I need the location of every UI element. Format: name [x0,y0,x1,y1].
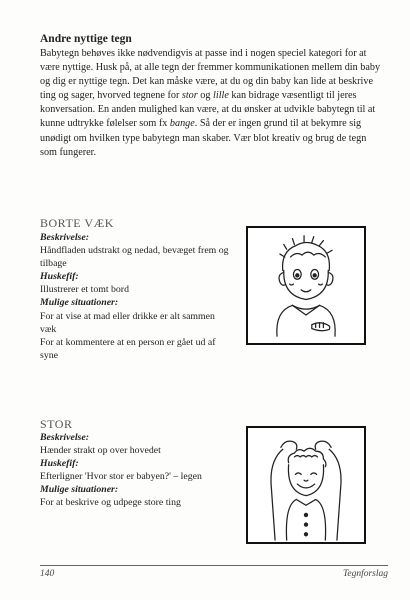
child-arms-up-sketch-icon [248,428,364,542]
borte-vaek-illustration [246,226,366,345]
stor-illustration [246,426,366,544]
situationer-text-1: For at vise at mad eller drikke er alt sammen væk [40,310,215,335]
huskefif-label: Huskefif: [40,271,79,283]
beskrivelse-label: Beskrivelse: [40,432,89,443]
sign-description-borte-vaek [40,231,230,362]
situationer-label: Mulige situationer: [40,484,119,496]
intro-paragraph: Babytegn behøves ikke nødvendigvis at passe ind i nogen speciel kategori for at være nyttige. Husk på, at alle tegn der fremmer kommunikationen mellem din baby og dig er nyttige tegn. Det kan måske være, at du og din baby kan lide at beskrive ting og sager, hvorved tegnene for stor og lille kan bidrage væsentligt til jeres konversation. En anden mulighed kan være, at du ønsker at udvikle babytegn til at kunne udtrykke følelser som fx bange. Så der er ingen grund til at bekymre sig unødigt om hvilken type babytegn man skaber. Vær blot kreativ og brug de tegn som fungerer. [40,48,381,158]
sign-title-stor: STOR [40,417,73,431]
sign-title-borte-vaek: BORTE VÆK [40,216,114,230]
footer-rule [40,565,388,566]
huskefif-text: Efterligner 'Hvor stor er babyen?' – legen [40,471,202,483]
situationer-text-1: For at beskrive og udpege store ting [40,497,181,509]
situationer-label: Mulige situationer: [40,297,119,309]
section-heading: Andre nyttige tegn [40,33,132,45]
child-sketch-icon [248,228,364,343]
page-number: 140 [40,569,55,579]
huskefif-text: Illustrerer et tomt bord [40,284,129,296]
huskefif-label: Huskefif: [40,458,79,470]
sign-description-stor [40,431,230,510]
beskrivelse-text: Hænder strakt op over hovedet [40,445,161,457]
beskrivelse-text: Håndfladen udstrakt og nedad, bevæget frem og tilbage [40,245,229,270]
situationer-text-2: For at kommentere at en person er gået ud af syne [40,336,216,361]
beskrivelse-label: Beskrivelse: [40,232,89,243]
footer-section-title: Tegnforslag [342,569,388,579]
